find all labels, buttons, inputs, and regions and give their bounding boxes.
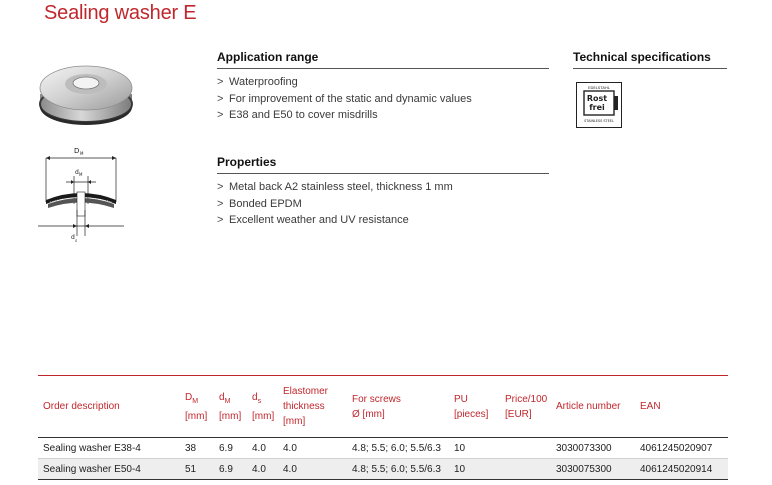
rostfrei-badge-icon xyxy=(576,82,622,128)
cell-screws: 4.8; 5.5; 6.0; 5.5/6.3 xyxy=(349,459,451,480)
cell-desc: Sealing washer E50-4 xyxy=(38,459,182,480)
badge-bottom-text: STAINLESS STEEL xyxy=(584,119,614,123)
cell-desc: Sealing washer E38-4 xyxy=(38,438,182,459)
cell-ean: 4061245020907 xyxy=(637,438,728,459)
badge-top-text: EDELSTAHL xyxy=(588,85,610,90)
cell-ds: 4.0 xyxy=(249,459,280,480)
cell-dm-outer: 51 xyxy=(182,459,216,480)
cell-pu: 10 xyxy=(451,438,502,459)
col-price: Price/100 [EUR] xyxy=(502,376,553,438)
cell-ean: 4061245020914 xyxy=(637,459,728,480)
cell-screws: 4.8; 5.5; 6.0; 5.5/6.3 xyxy=(349,438,451,459)
technical-specifications-section xyxy=(573,50,727,123)
table-row xyxy=(38,459,728,480)
col-ean: EAN xyxy=(637,376,728,438)
inner-diameter-sub: M xyxy=(79,172,83,177)
cell-pu: 10 xyxy=(451,459,502,480)
table-header-row xyxy=(38,376,728,438)
list-item: > For improvement of the static and dynamic values xyxy=(217,92,472,105)
col-for-screws: For screws Ø [mm] xyxy=(349,376,451,438)
col-order-description: Order description xyxy=(38,376,182,438)
sealing-washer-photo xyxy=(36,58,136,126)
cell-ds: 4.0 xyxy=(249,438,280,459)
screw-diameter-sub: s xyxy=(75,238,78,243)
cell-price xyxy=(502,438,553,459)
cell-elastomer: 4.0 xyxy=(280,459,349,480)
application-range-list xyxy=(217,74,549,124)
outer-diameter-label: D xyxy=(74,147,80,155)
badge-line2: frei xyxy=(589,103,605,112)
cell-dm-inner: 6.9 xyxy=(216,438,249,459)
application-range-heading: Application range xyxy=(217,50,549,69)
list-item: > Waterproofing xyxy=(217,76,298,88)
col-article-number: Article number xyxy=(553,376,637,438)
cell-article: 3030075300 xyxy=(553,459,637,480)
properties-list xyxy=(217,179,549,229)
badge-line1: Rost xyxy=(586,94,608,103)
col-inner-diameter: $d_M$ [mm] xyxy=(216,376,249,438)
cell-elastomer: 4.0 xyxy=(280,438,349,459)
cell-price xyxy=(502,459,553,480)
screw-diameter-label: d xyxy=(71,234,75,241)
list-item: > Excellent weather and UV resistance xyxy=(217,214,409,226)
col-outer-diameter: $D_M$ [mm] xyxy=(182,376,216,438)
cell-dm-inner: 6.9 xyxy=(216,459,249,480)
properties-section xyxy=(217,155,549,229)
list-item: > E38 and E50 to cover misdrills xyxy=(217,109,378,121)
cell-article: 3030073300 xyxy=(553,438,637,459)
list-item: > Bonded EPDM xyxy=(217,197,302,210)
col-screw-diameter: $d_s$ [mm] xyxy=(249,376,280,438)
application-range-section xyxy=(217,50,549,124)
page-title: Sealing washer E xyxy=(44,2,197,24)
table-row xyxy=(38,438,728,459)
outer-diameter-sub: M xyxy=(80,151,84,156)
cell-dm-outer: 38 xyxy=(182,438,216,459)
technical-specifications-heading: Technical specifications xyxy=(573,50,727,69)
col-elastomer-thickness: Elastomer thickness [mm] xyxy=(280,376,349,438)
cross-section-drawing xyxy=(36,140,126,250)
col-pu: PU [pieces] xyxy=(451,376,502,438)
order-table xyxy=(38,375,728,480)
list-item: > Metal back A2 stainless steel, thickness 1 mm xyxy=(217,181,453,193)
inner-diameter-label: d xyxy=(75,169,79,176)
properties-heading: Properties xyxy=(217,155,549,174)
